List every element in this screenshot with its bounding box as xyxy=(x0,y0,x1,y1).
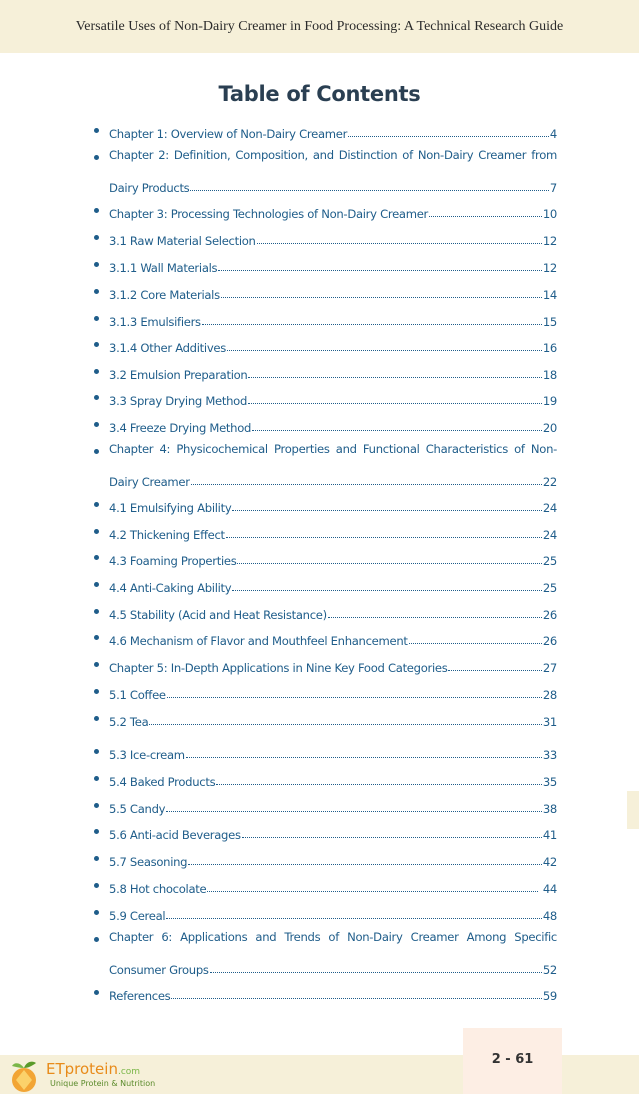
toc-entry[interactable] xyxy=(109,388,557,408)
dot-leader xyxy=(221,296,542,298)
bullet-icon xyxy=(94,128,99,133)
toc-entry[interactable] xyxy=(109,362,557,382)
bullet-icon xyxy=(94,342,99,347)
toc-entry-page: 59 xyxy=(542,989,557,1003)
bullet-icon xyxy=(94,555,99,560)
logo-name: ETprotein xyxy=(46,1060,118,1078)
bullet-icon xyxy=(94,422,99,427)
toc-entry-label: 4.6 Mechanism of Flavor and Mouthfeel Enhancement xyxy=(109,634,408,648)
dot-leader xyxy=(171,997,541,999)
toc-entry-label: Dairy Products xyxy=(109,181,190,195)
dot-leader xyxy=(226,536,542,538)
page-number: 2 - 61 xyxy=(491,1052,534,1067)
toc-entry-page: 28 xyxy=(542,688,557,702)
toc-entry-label: Chapter 5: In-Depth Applications in Nine Key Food Categories xyxy=(109,661,448,675)
bullet-icon xyxy=(94,369,99,374)
toc-entry-page: 33 xyxy=(542,748,557,762)
toc-entry-page: 19 xyxy=(542,394,557,408)
toc-entry-page: 14 xyxy=(542,288,557,302)
bullet-icon xyxy=(94,635,99,640)
bullet-icon xyxy=(94,582,99,587)
toc-entry-page: 25 xyxy=(542,554,557,568)
toc-entry-page: 12 xyxy=(542,261,557,275)
page-number-box xyxy=(463,1028,562,1094)
toc-entry[interactable] xyxy=(109,228,557,248)
bullet-icon xyxy=(94,208,99,213)
toc-entry-label: 5.1 Coffee xyxy=(109,688,166,702)
bullet-icon xyxy=(94,937,99,942)
toc-entry-page: 25 xyxy=(542,581,557,595)
toc-entry-page: 24 xyxy=(542,501,557,515)
toc-entry-page: 18 xyxy=(542,368,557,382)
toc-entry-page: 26 xyxy=(542,608,557,622)
toc-entry[interactable] xyxy=(109,769,557,789)
toc-entry[interactable] xyxy=(109,742,557,762)
toc-entry-label: Chapter 1: Overview of Non-Dairy Creamer xyxy=(109,127,348,141)
toc-entry[interactable] xyxy=(109,903,557,923)
toc-entry-page: 35 xyxy=(542,775,557,789)
toc-entry[interactable] xyxy=(109,796,557,816)
logo-domain: .com xyxy=(117,1067,141,1077)
dot-leader xyxy=(218,269,542,271)
toc-entry-label: Consumer Groups xyxy=(109,963,209,977)
toc-entry-label: Dairy Creamer xyxy=(109,475,190,489)
toc-entry-label: 3.2 Emulsion Preparation xyxy=(109,368,248,382)
bullet-icon xyxy=(94,910,99,915)
toc-entry-page: 42 xyxy=(542,855,557,869)
toc-entry[interactable] xyxy=(109,415,557,435)
bullet-icon xyxy=(94,716,99,721)
toc-entry[interactable] xyxy=(109,495,557,515)
toc-entry[interactable] xyxy=(109,983,557,1003)
dot-leader xyxy=(166,810,542,812)
toc-entry-label-line1: Chapter 6: Applications and Trends of Non-Dairy Creamer Among Specific xyxy=(109,930,557,944)
dot-leader xyxy=(348,135,549,137)
bullet-icon xyxy=(94,609,99,614)
toc-entry[interactable] xyxy=(109,548,557,568)
toc-entry[interactable] xyxy=(109,201,557,221)
side-tab xyxy=(627,791,639,829)
toc-entry-page: 38 xyxy=(542,802,557,816)
bullet-icon xyxy=(94,883,99,888)
toc-entry[interactable] xyxy=(109,849,557,869)
dot-leader xyxy=(429,215,542,217)
toc-entry[interactable] xyxy=(109,682,557,702)
dot-leader xyxy=(166,917,542,919)
dot-leader xyxy=(149,723,541,725)
logo-wordmark xyxy=(46,1060,140,1078)
toc-entry-page: 24 xyxy=(542,528,557,542)
bullet-icon xyxy=(94,689,99,694)
dot-leader xyxy=(188,863,542,865)
bullet-icon xyxy=(94,155,99,160)
toc-entry-label: 5.9 Cereal xyxy=(109,909,166,923)
dot-leader xyxy=(242,836,542,838)
dot-leader xyxy=(409,642,542,644)
toc-entry-label: 3.4 Freeze Drying Method xyxy=(109,421,252,435)
dot-leader xyxy=(257,242,542,244)
logo-tagline: Unique Protein & Nutrition xyxy=(50,1079,156,1088)
dot-leader xyxy=(202,323,542,325)
toc-entry-page: 48 xyxy=(542,909,557,923)
document-title: Versatile Uses of Non-Dairy Creamer in Food Processing: A Technical Research Guide xyxy=(75,19,564,34)
toc-entry-label: 3.1.2 Core Materials xyxy=(109,288,220,302)
bullet-icon xyxy=(94,829,99,834)
toc-entry-label: 5.3 Ice-cream xyxy=(109,748,185,762)
bullet-icon xyxy=(94,262,99,267)
toc-entry-page: 44 xyxy=(539,882,557,896)
toc-entry-label: 4.1 Emulsifying Ability xyxy=(109,501,232,515)
bullet-icon xyxy=(94,776,99,781)
dot-leader xyxy=(167,696,542,698)
toc-entry-label: 4.3 Foaming Properties xyxy=(109,554,237,568)
toc-entry-label: 3.1.4 Other Additives xyxy=(109,341,226,355)
bullet-icon xyxy=(94,662,99,667)
dot-leader xyxy=(237,562,541,564)
toc-entry-label-line1: Chapter 2: Definition, Composition, and Distinction of Non-Dairy Creamer from xyxy=(109,148,557,162)
toc-entry-page: 41 xyxy=(542,828,557,842)
toc-entry[interactable] xyxy=(109,876,557,896)
toc-entry-label: 4.5 Stability (Acid and Heat Resistance) xyxy=(109,608,327,622)
toc-entry-label: 3.3 Spray Drying Method xyxy=(109,394,248,408)
bullet-icon xyxy=(94,749,99,754)
toc-entry[interactable] xyxy=(109,522,557,542)
bullet-icon xyxy=(94,289,99,294)
toc-entry-page: 22 xyxy=(542,475,557,489)
dot-leader xyxy=(232,509,541,511)
toc-entry-page: 20 xyxy=(542,421,557,435)
dot-leader xyxy=(216,783,542,785)
toc-entry-page: 4 xyxy=(549,127,557,141)
toc-entry-label: 3.1 Raw Material Selection xyxy=(109,234,256,248)
bullet-icon xyxy=(94,395,99,400)
toc-entry[interactable] xyxy=(109,148,557,195)
toc-entry-page: 16 xyxy=(542,341,557,355)
toc-entry[interactable] xyxy=(109,309,557,329)
bullet-icon xyxy=(94,856,99,861)
toc-entry-label: 4.2 Thickening Effect xyxy=(109,528,225,542)
bullet-icon xyxy=(94,502,99,507)
toc-entry-label: Chapter 3: Processing Technologies of Non-Dairy Creamer xyxy=(109,207,429,221)
dot-leader xyxy=(248,376,541,378)
toc-entry-label: 3.1.3 Emulsifiers xyxy=(109,315,201,329)
toc-entry-page: 10 xyxy=(542,207,557,221)
bullet-icon xyxy=(94,449,99,454)
toc-entry-page: 26 xyxy=(542,634,557,648)
dot-leader xyxy=(248,402,542,404)
bullet-icon xyxy=(94,316,99,321)
toc-entry-label: 3.1.1 Wall Materials xyxy=(109,261,218,275)
toc-entry-label: 5.8 Hot chocolate xyxy=(109,882,207,896)
toc-entry-page: 7 xyxy=(549,181,557,195)
toc-entry-page: 31 xyxy=(542,715,557,729)
dot-leader xyxy=(448,669,541,671)
toc-entry[interactable] xyxy=(109,575,557,595)
toc-entry-label: 5.6 Anti-acid Beverages xyxy=(109,828,241,842)
toc-entry-label: 5.7 Seasoning xyxy=(109,855,188,869)
toc-heading: Table of Contents xyxy=(218,82,421,106)
toc-entry[interactable] xyxy=(109,442,557,489)
toc-entry[interactable] xyxy=(109,255,557,275)
toc-entry[interactable] xyxy=(109,655,557,675)
toc-entry[interactable] xyxy=(109,121,557,141)
toc-entry-label-line1: Chapter 4: Physicochemical Properties and Functional Characteristics of Non- xyxy=(109,442,557,456)
toc-entry[interactable] xyxy=(109,335,557,355)
dot-leader xyxy=(328,616,542,618)
dot-leader xyxy=(207,890,538,892)
toc-entry-label: 4.4 Anti-Caking Ability xyxy=(109,581,232,595)
bullet-icon xyxy=(94,529,99,534)
toc-entry[interactable] xyxy=(109,930,557,977)
toc-entry[interactable] xyxy=(109,628,557,648)
toc-entry-label: 5.4 Baked Products xyxy=(109,775,216,789)
toc-entry-page: 52 xyxy=(542,963,557,977)
toc-entry-page: 15 xyxy=(542,315,557,329)
bullet-icon xyxy=(94,235,99,240)
bullet-icon xyxy=(94,990,99,995)
toc-entry-page: 27 xyxy=(542,661,557,675)
dot-leader xyxy=(190,189,548,191)
toc-entry-page: 12 xyxy=(542,234,557,248)
dot-leader xyxy=(227,349,542,351)
dot-leader xyxy=(252,429,542,431)
toc-entry-label: 5.5 Candy xyxy=(109,802,166,816)
toc-entry[interactable] xyxy=(109,709,557,729)
toc-entry-label: References xyxy=(109,989,171,1003)
toc-entry[interactable] xyxy=(109,282,557,302)
toc-entry-label: 5.2 Tea xyxy=(109,715,149,729)
bullet-icon xyxy=(94,803,99,808)
dot-leader xyxy=(210,971,542,973)
dot-leader xyxy=(232,589,542,591)
toc-entry[interactable] xyxy=(109,602,557,622)
dot-leader xyxy=(186,756,542,758)
dot-leader xyxy=(191,483,542,485)
toc-entry[interactable] xyxy=(109,822,557,842)
